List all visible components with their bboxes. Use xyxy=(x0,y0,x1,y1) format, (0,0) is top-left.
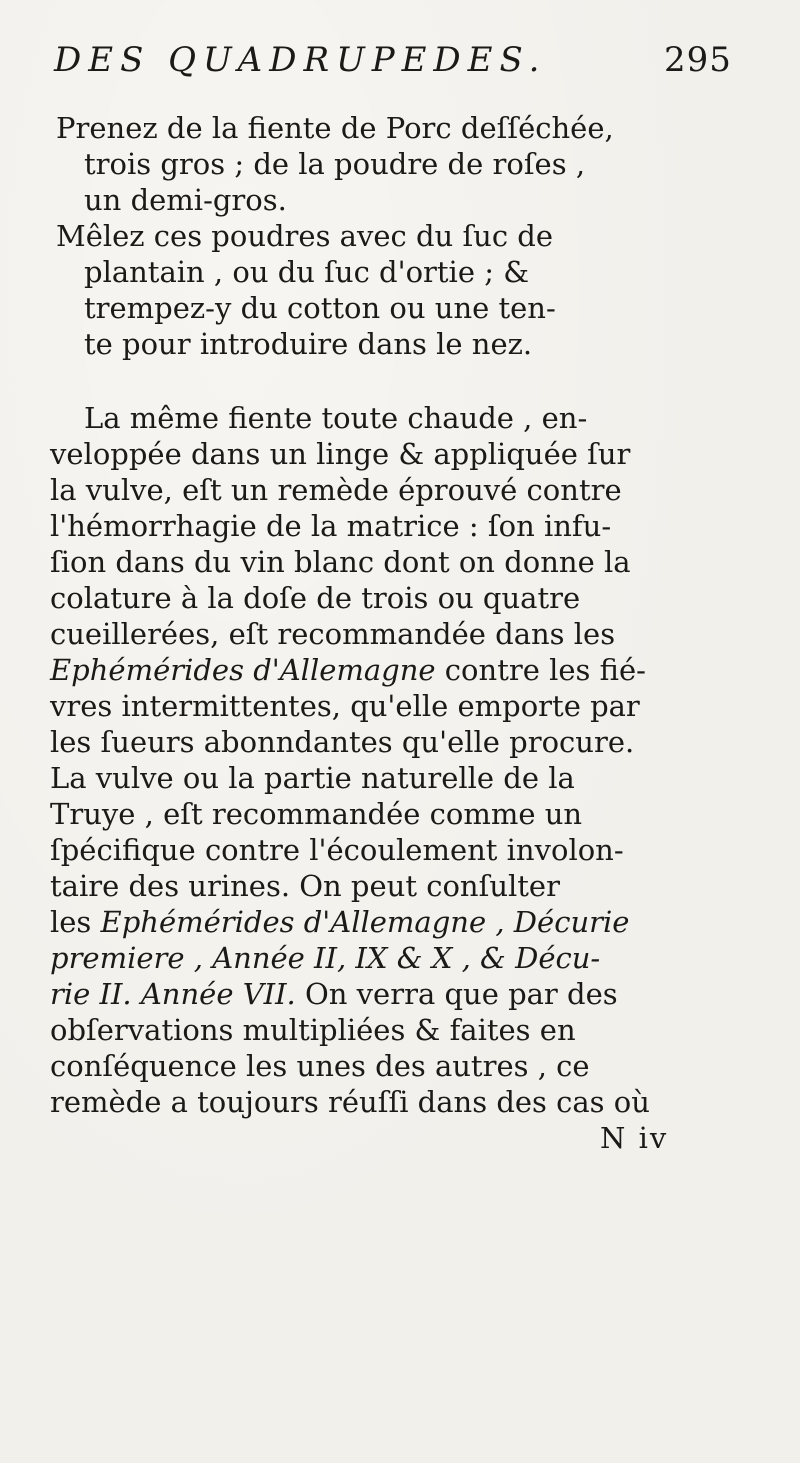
text-line: la vulve, eſt un remède éprouvé contre xyxy=(50,473,622,507)
text-line: un demi-gros. xyxy=(84,183,287,217)
text-line: te pour introduire dans le nez. xyxy=(84,327,533,361)
citation-title: Ephémérides d'Allemagne , Décurie xyxy=(100,905,630,939)
text-line: trois gros ; de la poudre de roſes , xyxy=(84,147,586,181)
running-title: DES QUADRUPEDES. xyxy=(54,40,547,80)
text-line: Prenez de la fiente de Porc deſſéchée, xyxy=(56,111,614,145)
text-span: On verra que par des xyxy=(295,977,618,1011)
text-line: trempez-y du cotton ou une ten- xyxy=(84,291,556,325)
text-span: contre les fié- xyxy=(435,653,646,687)
running-head xyxy=(54,40,754,84)
text-line xyxy=(50,652,646,688)
text-line: les ſueurs abonndantes qu'elle procure. xyxy=(50,725,635,759)
text-line: La même fiente toute chaude , en- xyxy=(84,401,588,435)
page-number: 295 xyxy=(664,40,732,80)
text-line: ſion dans du vin blanc dont on donne la xyxy=(50,545,631,579)
text-line: taire des urines. On peut conſulter xyxy=(50,869,560,903)
text-line: remède a toujours réuſſi dans des cas où xyxy=(50,1085,650,1119)
text-line: Truye , eſt recommandée comme un xyxy=(50,797,583,831)
text-line: l'hémorrhagie de la matrice : ſon infu- xyxy=(50,509,612,543)
text-line: vres intermittentes, qu'elle emporte par xyxy=(50,689,640,723)
text-line: colature à la doſe de trois ou quatre xyxy=(50,581,581,615)
text-line: plantain , ou du ſuc d'ortie ; & xyxy=(84,255,530,289)
text-line xyxy=(50,976,618,1012)
text-line xyxy=(50,904,629,940)
text-span: les xyxy=(50,905,101,939)
text-line: conſéquence les unes des autres , ce xyxy=(50,1049,590,1083)
text-line: La vulve ou la partie naturelle de la xyxy=(50,761,575,795)
text-line: ſpécifique contre l'écoulement involon- xyxy=(50,833,624,867)
text-line: Mêlez ces poudres avec du ſuc de xyxy=(56,219,554,253)
text-line: cueillerées, eſt recommandée dans les xyxy=(50,617,616,651)
text-line: premiere , Année II, IX & X , & Décu- xyxy=(50,941,601,975)
citation-title: rie II. Année VII. xyxy=(50,977,296,1011)
text-line: veloppée dans un linge & appliquée ſur xyxy=(50,437,631,471)
signature-mark: N iv xyxy=(600,1121,669,1155)
citation-title: Ephémérides d'Allemagne xyxy=(50,653,436,687)
text-line: obſervations multipliées & faites en xyxy=(50,1013,576,1047)
